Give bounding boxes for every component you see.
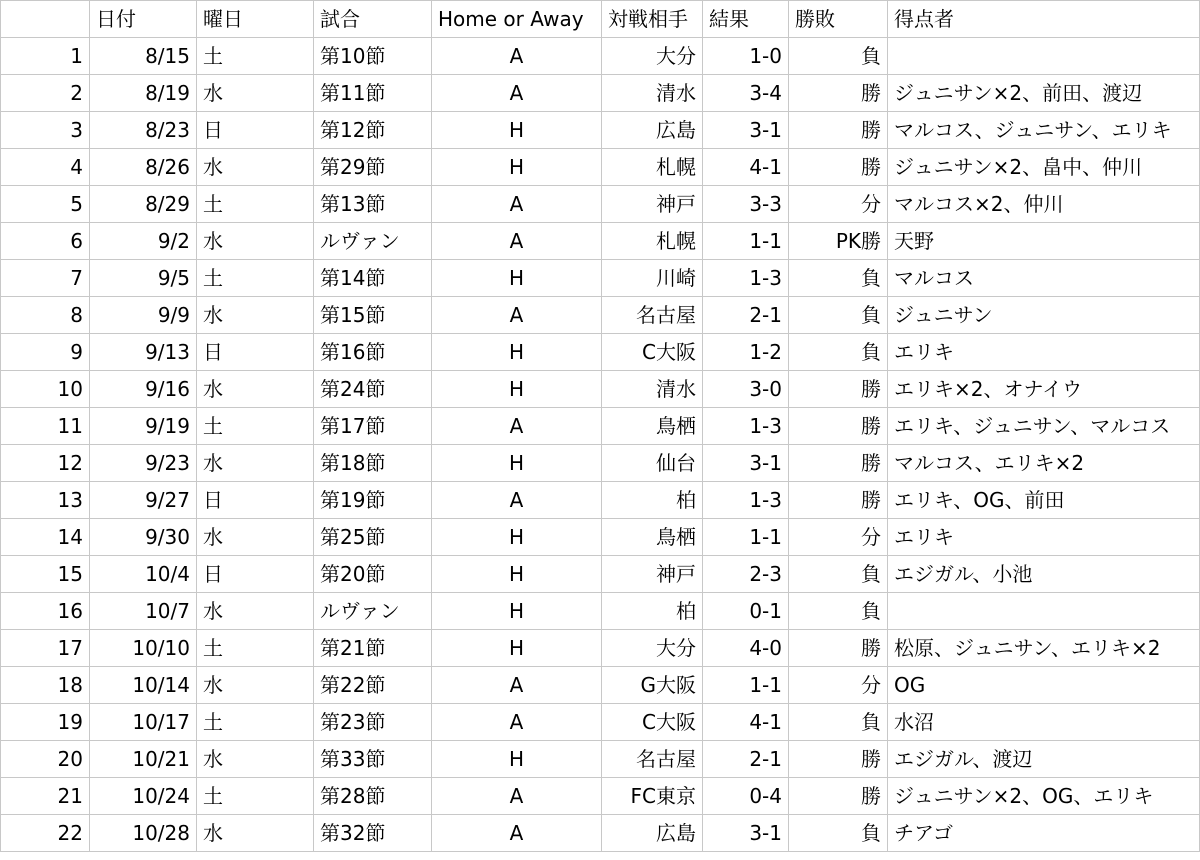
cell-match[interactable]: 第25節 [314, 519, 432, 556]
cell-index[interactable]: 1 [1, 38, 90, 75]
cell-result[interactable]: 負 [789, 556, 888, 593]
cell-score[interactable]: 4-0 [703, 630, 789, 667]
cell-match[interactable]: 第20節 [314, 556, 432, 593]
cell-date[interactable]: 9/27 [90, 482, 197, 519]
cell-result[interactable]: 分 [789, 186, 888, 223]
cell-score[interactable]: 1-1 [703, 519, 789, 556]
cell-day-of-week[interactable]: 土 [197, 186, 314, 223]
cell-score[interactable]: 1-1 [703, 667, 789, 704]
cell-scorers[interactable]: エジガル、渡辺 [888, 741, 1200, 778]
cell-index[interactable]: 21 [1, 778, 90, 815]
table-row [1, 519, 1200, 556]
cell-score[interactable]: 2-1 [703, 741, 789, 778]
cell-index[interactable]: 19 [1, 704, 90, 741]
cell-home-away[interactable]: A [432, 704, 602, 741]
cell-score[interactable]: 4-1 [703, 149, 789, 186]
cell-day-of-week[interactable]: 土 [197, 38, 314, 75]
cell-scorers[interactable]: マルコス、ジュニサン、エリキ [888, 112, 1200, 149]
cell-opponent[interactable]: G大阪 [602, 667, 703, 704]
cell-date[interactable]: 10/24 [90, 778, 197, 815]
cell-opponent[interactable]: 札幌 [602, 223, 703, 260]
cell-score[interactable]: 3-4 [703, 75, 789, 112]
cell-home-away[interactable]: A [432, 38, 602, 75]
table-row [1, 334, 1200, 371]
cell-day-of-week[interactable]: 水 [197, 371, 314, 408]
table-row [1, 186, 1200, 223]
cell-result[interactable]: 勝 [789, 445, 888, 482]
table-row [1, 38, 1200, 75]
table-row [1, 75, 1200, 112]
cell-scorers[interactable]: マルコス、エリキ×2 [888, 445, 1200, 482]
header-cell-opponent[interactable]: 対戦相手 [602, 1, 703, 38]
cell-index[interactable]: 9 [1, 334, 90, 371]
cell-date[interactable]: 9/23 [90, 445, 197, 482]
cell-scorers[interactable]: OG [888, 667, 1200, 704]
cell-result[interactable]: 勝 [789, 778, 888, 815]
cell-home-away[interactable]: H [432, 593, 602, 630]
cell-index[interactable]: 8 [1, 297, 90, 334]
cell-score[interactable]: 1-1 [703, 223, 789, 260]
table-row [1, 704, 1200, 741]
cell-result[interactable]: 負 [789, 260, 888, 297]
table-row [1, 297, 1200, 334]
cell-home-away[interactable]: A [432, 482, 602, 519]
cell-score[interactable]: 1-2 [703, 334, 789, 371]
cell-index[interactable]: 15 [1, 556, 90, 593]
cell-day-of-week[interactable]: 水 [197, 149, 314, 186]
cell-result[interactable]: 勝 [789, 741, 888, 778]
cell-opponent[interactable]: 鳥栖 [602, 519, 703, 556]
cell-index[interactable]: 10 [1, 371, 90, 408]
header-cell-match[interactable]: 試合 [314, 1, 432, 38]
cell-score[interactable]: 2-1 [703, 297, 789, 334]
cell-date[interactable]: 9/13 [90, 334, 197, 371]
cell-date[interactable]: 9/16 [90, 371, 197, 408]
cell-date[interactable]: 10/7 [90, 593, 197, 630]
cell-date[interactable]: 10/10 [90, 630, 197, 667]
cell-opponent[interactable]: 川崎 [602, 260, 703, 297]
cell-home-away[interactable]: H [432, 445, 602, 482]
cell-date[interactable]: 8/23 [90, 112, 197, 149]
cell-scorers[interactable]: エリキ [888, 519, 1200, 556]
header-row [1, 1, 1200, 38]
header-cell-date[interactable]: 日付 [90, 1, 197, 38]
table-header [1, 1, 1200, 38]
cell-index[interactable]: 5 [1, 186, 90, 223]
header-cell-day-of-week[interactable]: 曜日 [197, 1, 314, 38]
table-row [1, 667, 1200, 704]
cell-date[interactable]: 10/17 [90, 704, 197, 741]
cell-home-away[interactable]: H [432, 334, 602, 371]
cell-day-of-week[interactable]: 水 [197, 445, 314, 482]
cell-result[interactable]: 勝 [789, 112, 888, 149]
cell-home-away[interactable]: A [432, 408, 602, 445]
cell-index[interactable]: 14 [1, 519, 90, 556]
cell-opponent[interactable]: 大分 [602, 630, 703, 667]
cell-day-of-week[interactable]: 水 [197, 297, 314, 334]
cell-match[interactable]: 第10節 [314, 38, 432, 75]
cell-match[interactable]: 第24節 [314, 371, 432, 408]
cell-match[interactable]: ルヴァン [314, 223, 432, 260]
cell-opponent[interactable]: 鳥栖 [602, 408, 703, 445]
cell-result[interactable]: 負 [789, 334, 888, 371]
table-row [1, 260, 1200, 297]
cell-scorers[interactable]: 松原、ジュニサン、エリキ×2 [888, 630, 1200, 667]
cell-scorers[interactable]: 天野 [888, 223, 1200, 260]
cell-date[interactable]: 10/28 [90, 815, 197, 852]
table-row [1, 445, 1200, 482]
cell-result[interactable]: 分 [789, 667, 888, 704]
cell-home-away[interactable]: H [432, 149, 602, 186]
cell-score[interactable]: 0-4 [703, 778, 789, 815]
cell-score[interactable]: 3-1 [703, 815, 789, 852]
cell-score[interactable]: 1-3 [703, 482, 789, 519]
cell-match[interactable]: 第16節 [314, 334, 432, 371]
cell-index[interactable]: 11 [1, 408, 90, 445]
cell-index[interactable]: 3 [1, 112, 90, 149]
cell-result[interactable]: 勝 [789, 482, 888, 519]
cell-home-away[interactable]: A [432, 778, 602, 815]
cell-match[interactable]: 第33節 [314, 741, 432, 778]
cell-home-away[interactable]: H [432, 630, 602, 667]
header-cell-result[interactable]: 勝敗 [789, 1, 888, 38]
table-row [1, 408, 1200, 445]
cell-score[interactable]: 4-1 [703, 704, 789, 741]
table-row [1, 741, 1200, 778]
cell-match[interactable]: ルヴァン [314, 593, 432, 630]
cell-match[interactable]: 第11節 [314, 75, 432, 112]
cell-result[interactable]: 負 [789, 38, 888, 75]
cell-index[interactable]: 20 [1, 741, 90, 778]
cell-opponent[interactable]: 清水 [602, 75, 703, 112]
cell-date[interactable]: 10/14 [90, 667, 197, 704]
cell-day-of-week[interactable]: 水 [197, 815, 314, 852]
cell-opponent[interactable]: 神戸 [602, 186, 703, 223]
cell-scorers[interactable]: エリキ×2、オナイウ [888, 371, 1200, 408]
cell-opponent[interactable]: 大分 [602, 38, 703, 75]
cell-score[interactable]: 3-0 [703, 371, 789, 408]
cell-score[interactable]: 3-1 [703, 112, 789, 149]
cell-result[interactable]: PK勝 [789, 223, 888, 260]
cell-home-away[interactable]: H [432, 371, 602, 408]
cell-result[interactable]: 勝 [789, 75, 888, 112]
table-row [1, 778, 1200, 815]
cell-date[interactable]: 8/26 [90, 149, 197, 186]
table-row [1, 149, 1200, 186]
cell-date[interactable]: 9/5 [90, 260, 197, 297]
cell-date[interactable]: 10/21 [90, 741, 197, 778]
cell-day-of-week[interactable]: 土 [197, 778, 314, 815]
header-cell-home-away[interactable]: Home or Away [432, 1, 602, 38]
cell-opponent[interactable]: 柏 [602, 593, 703, 630]
cell-date[interactable]: 10/4 [90, 556, 197, 593]
cell-result[interactable]: 勝 [789, 630, 888, 667]
cell-scorers[interactable]: エジガル、小池 [888, 556, 1200, 593]
cell-date[interactable]: 9/9 [90, 297, 197, 334]
cell-day-of-week[interactable]: 水 [197, 741, 314, 778]
table-row [1, 593, 1200, 630]
table-row [1, 815, 1200, 852]
cell-opponent[interactable]: 柏 [602, 482, 703, 519]
cell-day-of-week[interactable]: 日 [197, 334, 314, 371]
cell-match[interactable]: 第23節 [314, 704, 432, 741]
cell-home-away[interactable]: A [432, 75, 602, 112]
cell-match[interactable]: 第19節 [314, 482, 432, 519]
cell-day-of-week[interactable]: 土 [197, 704, 314, 741]
header-cell-score[interactable]: 結果 [703, 1, 789, 38]
cell-scorers[interactable]: 水沼 [888, 704, 1200, 741]
cell-opponent[interactable]: 札幌 [602, 149, 703, 186]
cell-index[interactable]: 7 [1, 260, 90, 297]
cell-day-of-week[interactable]: 日 [197, 112, 314, 149]
cell-day-of-week[interactable]: 土 [197, 260, 314, 297]
cell-index[interactable]: 13 [1, 482, 90, 519]
cell-day-of-week[interactable]: 水 [197, 667, 314, 704]
cell-match[interactable]: 第28節 [314, 778, 432, 815]
table-body [1, 38, 1200, 852]
cell-index[interactable]: 2 [1, 75, 90, 112]
cell-score[interactable]: 3-1 [703, 445, 789, 482]
table-row [1, 223, 1200, 260]
cell-opponent[interactable]: 清水 [602, 371, 703, 408]
cell-day-of-week[interactable]: 水 [197, 593, 314, 630]
cell-score[interactable]: 2-3 [703, 556, 789, 593]
cell-opponent[interactable]: C大阪 [602, 704, 703, 741]
cell-result[interactable]: 勝 [789, 149, 888, 186]
cell-scorers[interactable] [888, 593, 1200, 630]
cell-score[interactable]: 1-3 [703, 260, 789, 297]
cell-match[interactable]: 第18節 [314, 445, 432, 482]
cell-date[interactable]: 8/15 [90, 38, 197, 75]
cell-day-of-week[interactable]: 土 [197, 408, 314, 445]
cell-score[interactable]: 1-0 [703, 38, 789, 75]
cell-score[interactable]: 1-3 [703, 408, 789, 445]
cell-day-of-week[interactable]: 日 [197, 482, 314, 519]
table-row [1, 556, 1200, 593]
cell-day-of-week[interactable]: 水 [197, 519, 314, 556]
cell-opponent[interactable]: 神戸 [602, 556, 703, 593]
cell-match[interactable]: 第12節 [314, 112, 432, 149]
cell-match[interactable]: 第17節 [314, 408, 432, 445]
cell-day-of-week[interactable]: 水 [197, 223, 314, 260]
table-row [1, 112, 1200, 149]
cell-home-away[interactable]: A [432, 667, 602, 704]
cell-result[interactable]: 勝 [789, 371, 888, 408]
cell-home-away[interactable]: H [432, 112, 602, 149]
cell-day-of-week[interactable]: 日 [197, 556, 314, 593]
cell-scorers[interactable]: マルコス [888, 260, 1200, 297]
cell-result[interactable]: 負 [789, 297, 888, 334]
cell-opponent[interactable]: FC東京 [602, 778, 703, 815]
cell-index[interactable]: 18 [1, 667, 90, 704]
cell-index[interactable]: 6 [1, 223, 90, 260]
cell-opponent[interactable]: 名古屋 [602, 741, 703, 778]
cell-home-away[interactable]: H [432, 556, 602, 593]
cell-date[interactable]: 8/19 [90, 75, 197, 112]
cell-scorers[interactable] [888, 38, 1200, 75]
cell-home-away[interactable]: A [432, 186, 602, 223]
cell-result[interactable]: 負 [789, 704, 888, 741]
cell-day-of-week[interactable]: 土 [197, 630, 314, 667]
cell-result[interactable]: 勝 [789, 408, 888, 445]
cell-scorers[interactable]: マルコス×2、仲川 [888, 186, 1200, 223]
cell-score[interactable]: 0-1 [703, 593, 789, 630]
header-cell-index[interactable] [1, 1, 90, 38]
cell-index[interactable]: 16 [1, 593, 90, 630]
cell-opponent[interactable]: C大阪 [602, 334, 703, 371]
cell-opponent[interactable]: 広島 [602, 112, 703, 149]
header-cell-scorers[interactable]: 得点者 [888, 1, 1200, 38]
cell-scorers[interactable]: エリキ、OG、前田 [888, 482, 1200, 519]
cell-date[interactable]: 9/30 [90, 519, 197, 556]
cell-match[interactable]: 第14節 [314, 260, 432, 297]
cell-scorers[interactable]: ジュニサン×2、畠中、仲川 [888, 149, 1200, 186]
cell-index[interactable]: 4 [1, 149, 90, 186]
cell-date[interactable]: 9/2 [90, 223, 197, 260]
cell-home-away[interactable]: H [432, 741, 602, 778]
cell-score[interactable]: 3-3 [703, 186, 789, 223]
cell-index[interactable]: 22 [1, 815, 90, 852]
cell-scorers[interactable]: ジュニサン [888, 297, 1200, 334]
cell-opponent[interactable]: 広島 [602, 815, 703, 852]
cell-result[interactable]: 負 [789, 815, 888, 852]
cell-index[interactable]: 17 [1, 630, 90, 667]
cell-date[interactable]: 9/19 [90, 408, 197, 445]
cell-scorers[interactable]: エリキ [888, 334, 1200, 371]
cell-date[interactable]: 8/29 [90, 186, 197, 223]
cell-opponent[interactable]: 仙台 [602, 445, 703, 482]
cell-scorers[interactable]: チアゴ [888, 815, 1200, 852]
cell-scorers[interactable]: ジュニサン×2、前田、渡辺 [888, 75, 1200, 112]
table-row [1, 630, 1200, 667]
cell-home-away[interactable]: A [432, 297, 602, 334]
table-row [1, 371, 1200, 408]
cell-result[interactable]: 分 [789, 519, 888, 556]
cell-home-away[interactable]: A [432, 223, 602, 260]
table-row [1, 482, 1200, 519]
cell-match[interactable]: 第15節 [314, 297, 432, 334]
cell-index[interactable]: 12 [1, 445, 90, 482]
cell-match[interactable]: 第29節 [314, 149, 432, 186]
cell-scorers[interactable]: エリキ、ジュニサン、マルコス [888, 408, 1200, 445]
cell-home-away[interactable]: A [432, 815, 602, 852]
cell-scorers[interactable]: ジュニサン×2、OG、エリキ [888, 778, 1200, 815]
cell-match[interactable]: 第22節 [314, 667, 432, 704]
cell-home-away[interactable]: H [432, 260, 602, 297]
cell-match[interactable]: 第21節 [314, 630, 432, 667]
cell-match[interactable]: 第13節 [314, 186, 432, 223]
cell-match[interactable]: 第32節 [314, 815, 432, 852]
cell-day-of-week[interactable]: 水 [197, 75, 314, 112]
cell-result[interactable]: 負 [789, 593, 888, 630]
cell-opponent[interactable]: 名古屋 [602, 297, 703, 334]
cell-home-away[interactable]: H [432, 519, 602, 556]
